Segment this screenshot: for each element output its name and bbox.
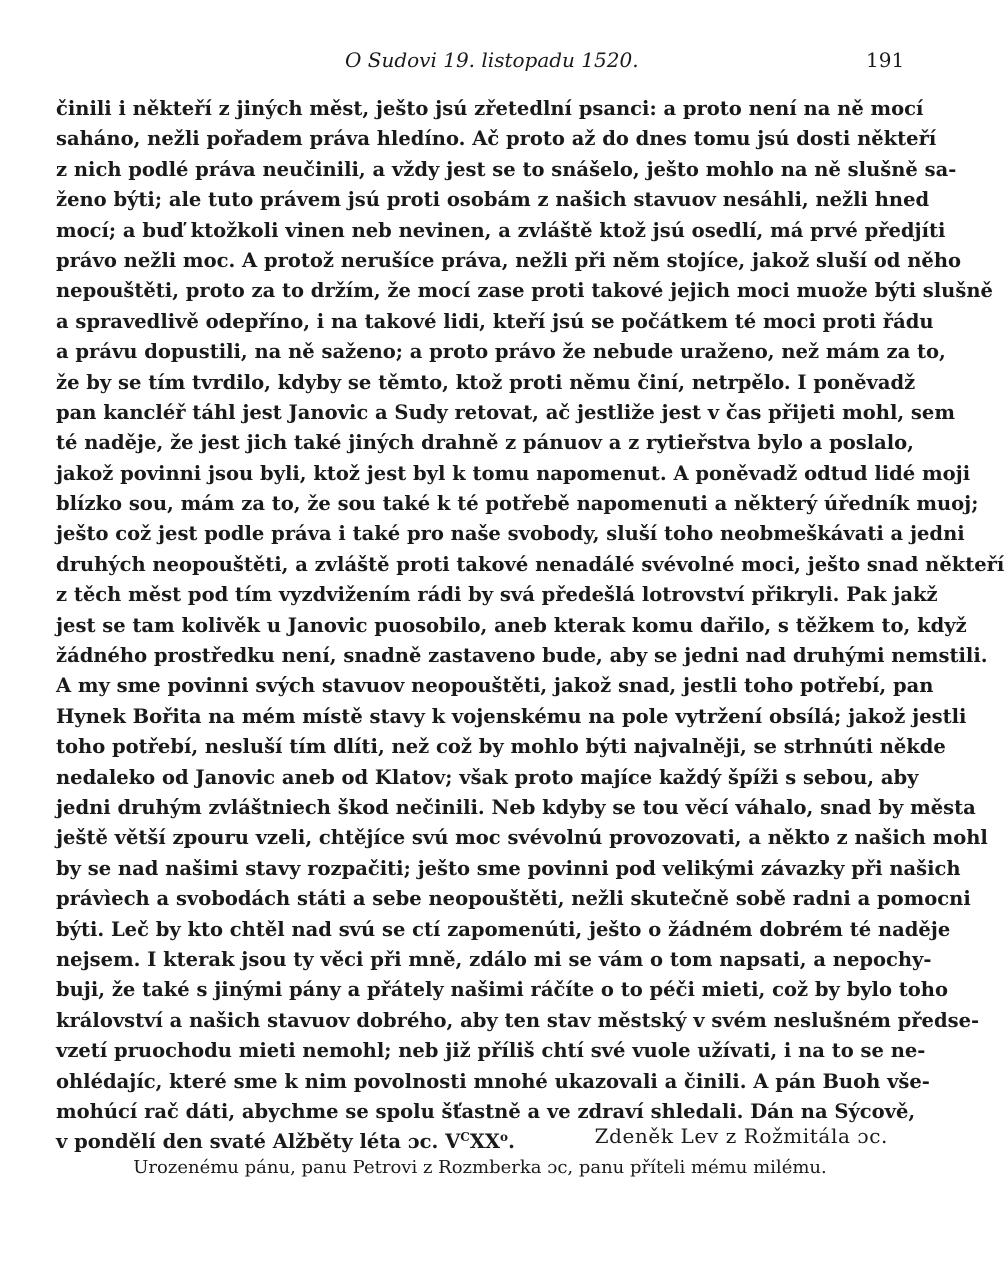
text-line: ješto což jest podle práva i také pro naše svobody, sluší toho neobmeškávati a jedni	[56, 522, 965, 546]
dateline-text: v pondělí den svaté Alžběty léta ɔc. V	[56, 1130, 461, 1154]
text-line: činili i někteří z jiných měst, ješto jsú zřetedlní psanci: a proto není na ně mocí	[56, 97, 924, 120]
text-line: by se nad našimi stavy rozpačiti; ješto sme povinni pod velikými závazky při našich	[56, 856, 961, 880]
page-header	[0, 48, 960, 78]
text-line: žádného prostředku není, snadně zastaveno bude, aby se jedni nad druhými nemstili.	[56, 644, 988, 668]
text-line: právìech a svobodách státi a sebe neopouštěti, nežli skutečně sobě radni a pomocni	[56, 887, 971, 911]
letter-body	[56, 94, 1004, 1158]
text-line: a právu dopustili, na ně saženo; a proto právo že nebude uraženo, než mám za to,	[56, 340, 946, 364]
letter-lines	[56, 94, 1004, 1127]
dateline-superscript-c: C	[460, 1130, 470, 1145]
text-line: Hynek Bořita na mém místě stavy k vojenskému na pole vytržení obsílá; jakož jestli	[56, 704, 967, 728]
text-line: nepouštěti, proto za to držím, že mocí zase proti takové jejich moci muože býti slušně	[56, 279, 993, 303]
text-line: saháno, nežli pořadem práva hledíno. Ač proto až do dnes tomu jsú dosti někteří	[56, 127, 937, 151]
signature: Zdeněk Lev z Rožmitála ɔc.	[594, 1124, 888, 1148]
text-line: pan kancléř táhl jest Janovic a Sudy retovat, ač jestliže jest v čas přijeti mohl, sem	[56, 400, 955, 424]
text-line: ještě větší zpouru vzeli, chtějíce svú moc svévolnú provozovati, a někto z našich mohl	[56, 826, 988, 850]
dateline-end: .	[508, 1130, 515, 1154]
address-line: Urozenému pánu, panu Petrovi z Rozmberka ɔc, panu příteli mému milému.	[133, 1157, 827, 1178]
text-line: mohúcí rač dáti, abychme se spolu šťastně a ve zdraví shledali. Dán na Sýcově,	[56, 1099, 916, 1123]
text-line: A my sme povinni svých stavuov neopouštěti, jakož snad, jestli toho potřebí, pan	[56, 674, 934, 698]
text-line: z nich podlé práva neučinili, a vždy jest se to snášelo, ješto mohlo na ně slušně sa-	[56, 157, 957, 181]
text-line: království a našich stavuov dobrého, aby ten stav městský v svém neslušném předse-	[56, 1008, 980, 1032]
text-line: buji, že také s jinými pány a přátely našimi ráčíte o to péči mieti, což by bylo toho	[56, 978, 948, 1002]
text-line: že by se tím tvrdilo, kdyby se těmto, ktož proti němu činí, netrpělo. I poněvadž	[56, 370, 916, 394]
text-line: a spravedlivě odepříno, i na takové lidi, kteří jsú se počátkem té moci proti řádu	[56, 309, 934, 333]
text-line: ženo býti; ale tuto právem jsú proti osobám z našich stavuov nesáhli, nežli hned	[56, 188, 930, 212]
text-line: jest se tam kolivěk u Janovic puosobilo, aneb kterak komu dařilo, s těžkem to, když	[56, 613, 967, 637]
running-title: O Sudovi 19. listopadu 1520.	[345, 48, 639, 72]
text-line: z těch měst pod tím vyzdvižením rádi by svá předešlá lotrovství přikryli. Pak jakž	[56, 583, 938, 607]
text-line: blízko sou, mám za to, že sou také k té potřebě napomenuti a některý úředník muoj;	[56, 492, 979, 516]
text-line: právo nežli moc. A protož nerušíce práva, nežli při něm stojíce, jakož sluší od něho	[56, 248, 961, 272]
text-line: té naděje, že jest jich také jiných drahně z pánuov a z rytieřstva bylo a poslalo,	[56, 431, 914, 455]
page-number: 191	[866, 48, 905, 72]
dateline-superscript-o: o	[500, 1130, 509, 1145]
text-line: nedaleko od Janovic aneb od Klatov; však proto majíce každý špíži s sebou, aby	[56, 765, 919, 789]
text-line: mocí; a buď ktožkoli vinen neb nevinen, a zvláště ktož jsú osedlí, má prvé předjíti	[56, 218, 946, 242]
text-line: nejsem. I kterak jsou ty věci při mně, zdálo mi se vám o tom napsati, a nepochy-	[56, 947, 932, 971]
text-line: býti. Leč by kto chtěl nad svú se ctí zapomenúti, ješto o žádném dobrém té naděje	[56, 917, 951, 941]
text-line: jakož povinni jsou byli, ktož jest byl k tomu napomenut. A poněvadž odtud lidé moji	[56, 461, 971, 485]
text-line: vzetí pruochodu mieti nemohl; neb již příliš chtí své vuole užívati, i na to se ne-	[56, 1039, 926, 1063]
text-line: druhých neopouštěti, a zvláště proti takové nenadálé svévolné moci, ješto snad někteří	[56, 552, 1004, 576]
text-line: ohlédajíc, které sme k nim povolnosti mnohé ukazovali a činili. A pán Buoh vše-	[56, 1069, 930, 1093]
text-line: toho potřebí, nesluší tím dlíti, než což by mohlo býti najvalněji, se strhnúti někde	[56, 735, 946, 759]
dateline-numeral: XX	[469, 1130, 501, 1154]
text-line: jedni druhým zvláštniech škod nečinili. Neb kdyby se tou věcí váhalo, snad by města	[56, 795, 976, 819]
